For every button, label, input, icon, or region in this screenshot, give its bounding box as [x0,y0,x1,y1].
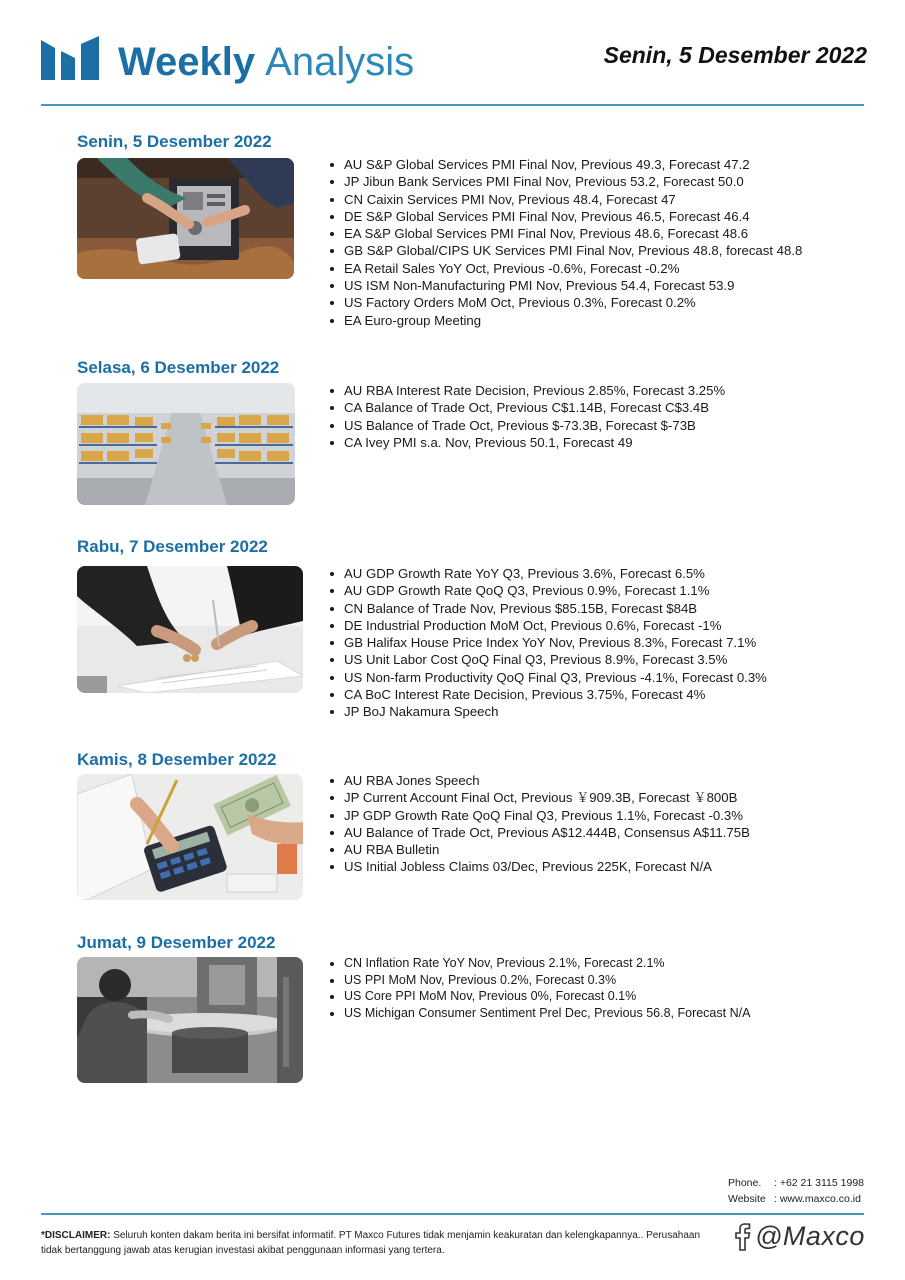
event-list [330,565,767,721]
list-item: JP Current Account Final Oct, Previous ￥909.3B, Forecast ￥800B [330,789,750,806]
list-item: US ISM Non-Manufacturing PMI Nov, Previous 54.4, Forecast 53.9 [330,277,802,294]
list-item: CA Ivey PMI s.a. Nov, Previous 50.1, Forecast 49 [330,434,725,451]
website-row [728,1191,864,1207]
day-section-tuesday [77,358,877,508]
facebook-icon[interactable] [733,1221,751,1251]
list-item: US Core PPI MoM Nov, Previous 0%, Forecast 0.1% [330,988,750,1005]
list-item: AU RBA Bulletin [330,841,750,858]
list-item: AU GDP Growth Rate YoY Q3, Previous 3.6%, Forecast 6.5% [330,565,767,582]
brand-title-bold: Weekly [118,40,256,84]
disclaimer [41,1228,721,1258]
header-divider [41,104,864,106]
computer-repair-photo [77,158,294,279]
calculator-money-photo [77,774,303,900]
list-item: EA S&P Global Services PMI Final Nov, Previous 48.6, Forecast 48.6 [330,225,802,242]
list-item: US Michigan Consumer Sentiment Prel Dec, Previous 56.8, Forecast N/A [330,1005,750,1022]
list-item: AU GDP Growth Rate QoQ Q3, Previous 0.9%, Forecast 1.1% [330,582,767,599]
list-item: US Balance of Trade Oct, Previous $-73.3B, Forecast $-73B [330,417,725,434]
day-title: Rabu, 7 Desember 2022 [77,537,268,556]
list-item: US Initial Jobless Claims 03/Dec, Previous 225K, Forecast N/A [330,858,750,875]
event-list [330,772,750,876]
phone-label: Phone. [727,1177,762,1189]
brand-title [118,38,414,86]
social-handle-group [733,1218,865,1254]
list-item: JP BoJ Nakamura Speech [330,703,767,720]
list-item: CA Balance of Trade Oct, Previous C$1.14B, Forecast C$3.4B [330,399,725,416]
brand-title-light: Analysis [265,40,415,84]
list-item: CA BoC Interest Rate Decision, Previous 3.75%, Forecast 4% [330,686,767,703]
list-item: AU Balance of Trade Oct, Previous A$12.444B, Consensus A$11.75B [330,824,750,841]
list-item: GB S&P Global/CIPS UK Services PMI Final Nov, Previous 48.8, forecast 48.8 [330,242,802,259]
factory-worker-photo [77,957,303,1083]
bar-chart-logo-icon [41,36,99,80]
footer-divider [41,1213,864,1215]
disclaimer-text: Seluruh konten dakam berita ini bersifat informatif. PT Maxco Futures tidak menjamin keakuratan dan kelengkapannya.. Perusahaan tidak bertanggung jawab atas kerugian investasi akibat penggunaan informasi yang tertera. [41,1230,701,1256]
header-date: Senin, 5 Desember 2022 [603,42,867,68]
social-handle: @Maxco [755,1221,865,1251]
list-item: EA Euro-group Meeting [330,312,802,329]
list-item: CN Inflation Rate YoY Nov, Previous 2.1%, Forecast 2.1% [330,955,750,972]
list-item: DE Industrial Production MoM Oct, Previous 0.6%, Forecast -1% [330,617,767,634]
day-title: Senin, 5 Desember 2022 [77,132,272,151]
event-list [330,955,750,1021]
phone-row [728,1175,864,1191]
signing-document-photo [77,566,303,693]
list-item: US Unit Labor Cost QoQ Final Q3, Previous 8.9%, Forecast 3.5% [330,651,767,668]
day-title: Selasa, 6 Desember 2022 [77,358,280,377]
event-list [330,382,725,451]
phone-value: : +62 21 3115 1998 [773,1177,864,1189]
warehouse-photo [77,383,295,505]
day-title: Kamis, 8 Desember 2022 [77,750,277,769]
list-item: JP Jibun Bank Services PMI Final Nov, Previous 53.2, Forecast 50.0 [330,173,802,190]
page-header [0,0,905,106]
list-item: AU S&P Global Services PMI Final Nov, Previous 49.3, Forecast 47.2 [330,156,802,173]
list-item: US Non-farm Productivity QoQ Final Q3, Previous -4.1%, Forecast 0.3% [330,669,767,686]
website-label: Website [727,1193,766,1205]
day-section-wednesday [77,537,877,720]
website-value[interactable]: : www.maxco.co.id [773,1193,861,1205]
contact-info [728,1175,864,1207]
list-item: GB Halifax House Price Index YoY Nov, Previous 8.3%, Forecast 7.1% [330,634,767,651]
list-item: CN Balance of Trade Nov, Previous $85.15B, Forecast $84B [330,600,767,617]
day-title: Jumat, 9 Desember 2022 [77,933,276,952]
list-item: US PPI MoM Nov, Previous 0.2%, Forecast 0.3% [330,972,750,989]
list-item: JP GDP Growth Rate QoQ Final Q3, Previous 1.1%, Forecast -0.3% [330,807,750,824]
list-item: AU RBA Jones Speech [330,772,750,789]
day-section-friday [77,933,877,1093]
list-item: US Factory Orders MoM Oct, Previous 0.3%, Forecast 0.2% [330,294,802,311]
day-section-thursday [77,750,877,910]
list-item: DE S&P Global Services PMI Final Nov, Previous 46.5, Forecast 46.4 [330,208,802,225]
day-section-monday [77,132,877,332]
event-list [330,156,802,329]
list-item: CN Caixin Services PMI Nov, Previous 48.4, Forecast 47 [330,191,802,208]
disclaimer-label: *DISCLAIMER: [41,1230,111,1241]
list-item: AU RBA Interest Rate Decision, Previous 2.85%, Forecast 3.25% [330,382,725,399]
list-item: EA Retail Sales YoY Oct, Previous -0.6%, Forecast -0.2% [330,260,802,277]
